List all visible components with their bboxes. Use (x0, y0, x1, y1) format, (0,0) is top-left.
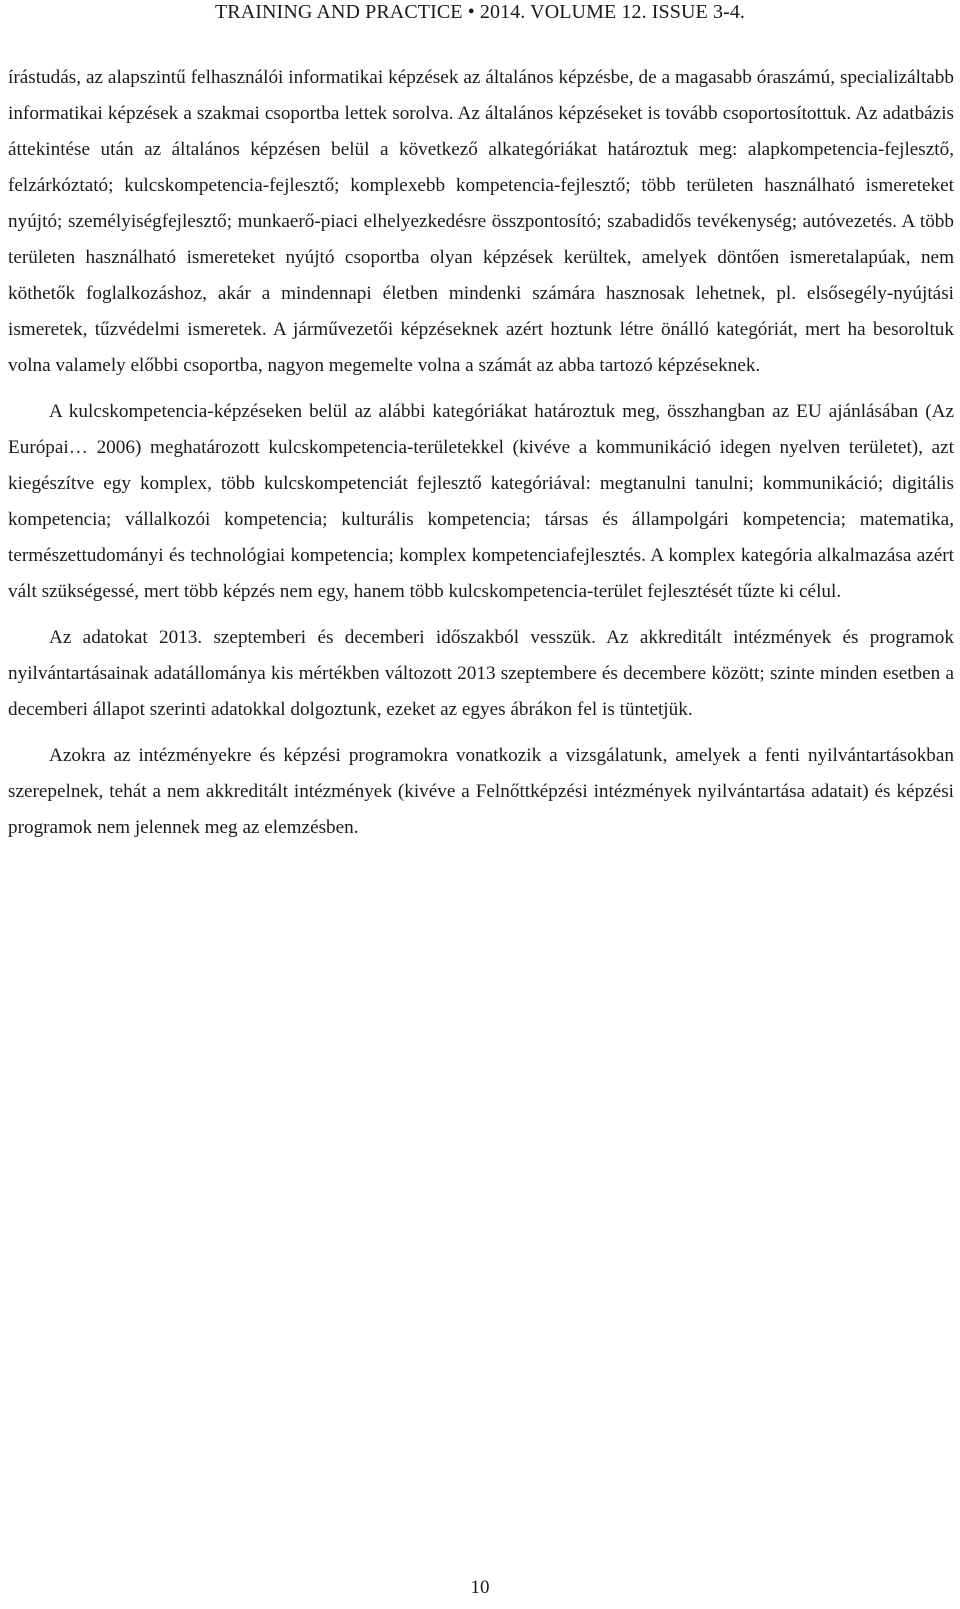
paragraph-continuation: írástudás, az alapszintű felhasználói informatikai képzések az általános képzésbe, de a magasabb óraszámú, specializáltabb informatikai képzések a szakmai csoportba lettek sorolva. Az általános képzéseket is tovább csoportosítottuk. Az adatbázis áttekintése után az általános képzésen belül a következő alkategóriákat határoztuk meg: alapkompetencia-fejlesztő, felzárkóztató; kulcskompetencia-fejlesztő; komplexebb kompetencia-fejlesztő; több területen használható ismereteket nyújtó; személyiségfejlesztő; munkaerő-piaci elhelyezkedésre összpontosító; szabadidős tevékenység; autóvezetés. A több területen használható ismereteket nyújtó csoportba olyan képzések kerültek, amelyek döntően ismeretalapúak, nem köthetők foglalkozáshoz, akár a mindennapi életben mindenki számára hasznosak lehetnek, pl. elsősegély-nyújtási ismeretek, tűzvédelmi ismeretek. A járművezetői képzéseknek azért hoztunk létre önálló kategóriát, mert ha besoroltuk volna valamely előbbi csoportba, nagyon megemelte volna a számát az abba tartozó képzéseknek. (8, 67, 954, 376)
paragraph-key-competences: A kulcskompetencia-képzéseken belül az alábbi kategóriákat határoztuk meg, összhangban az EU ajánlásában (Az Európai… 2006) meghatározott kulcskompetencia-területekkel (kivéve a kommunikáció idegen nyelven területet), azt kiegészítve egy komplex, több kulcskompetenciát fejlesztő kategóriával: megtanulni tanulni; kommunikáció; digitális kompetencia; vállalkozói kompetencia; kulturális kompetencia; társas és állampolgári kompetencia; matematika, természettudományi és technológiai kompetencia; komplex kompetenciafejlesztés. A komplex kategória alkalmazása azért vált szükségessé, mert több képzés nem egy, hanem több kulcskompetencia-terület fejlesztését tűzte ki célul. (8, 401, 954, 602)
paragraph-data-period: Az adatokat 2013. szeptemberi és decemberi időszakból vesszük. Az akkreditált intézmények és programok nyilvántartásainak adatállománya kis mértékben változott 2013 szeptembere és decembere között; szinte minden esetben a decemberi állapot szerinti adatokkal dolgoztunk, ezeket az egyes ábrákon fel is tüntetjük. (8, 627, 954, 720)
running-header: TRAINING AND PRACTICE • 2014. VOLUME 12. ISSUE 3-4. (214, 1, 746, 23)
paragraph-scope: Azokra az intézményekre és képzési programokra vonatkozik a vizsgálatunk, amelyek a fenti nyilvántartásokban szerepelnek, tehát a nem akkreditált intézmények (kivéve a Felnőttképzési intézmények nyilvántartása adatait) és képzési programok nem jelennek meg az elemzésben. (8, 745, 954, 838)
body-text (8, 60, 954, 856)
page-number: 10 (470, 1577, 490, 1598)
